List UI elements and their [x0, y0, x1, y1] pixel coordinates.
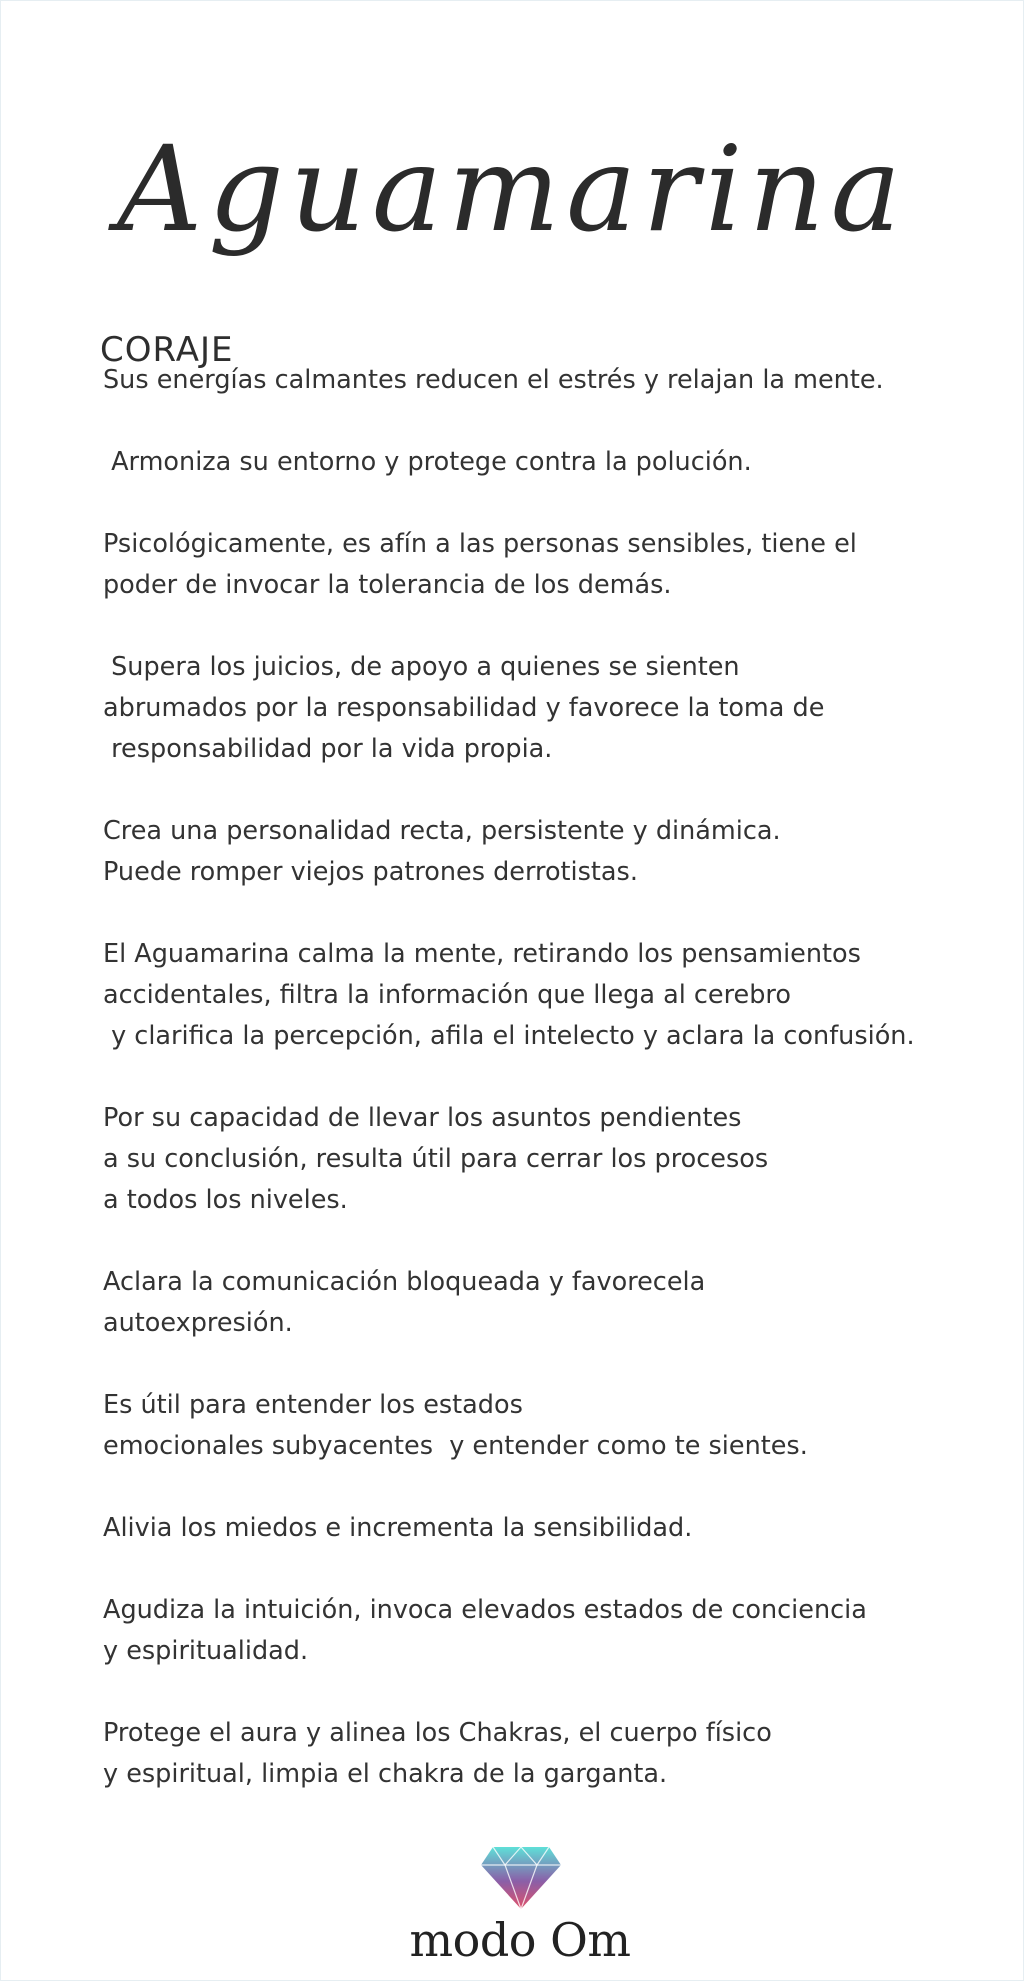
- paragraph: [103, 1098, 983, 1221]
- paragraph-line: poder de invocar la tolerancia de los demás.: [103, 570, 672, 600]
- paragraph: [103, 934, 983, 1057]
- paragraph-line: El Aguamarina calma la mente, retirando los pensamientos: [103, 939, 861, 969]
- logo-text: modo Om: [409, 1913, 631, 1967]
- paragraph-gap: [103, 1057, 983, 1098]
- paragraph-line: Sus energías calmantes reducen el estrés y relajan la mente.: [103, 365, 884, 395]
- paragraph: [103, 442, 983, 483]
- paragraph: [103, 1508, 983, 1549]
- paragraph-line: a todos los niveles.: [103, 1185, 348, 1215]
- paragraph-line: Por su capacidad de llevar los asuntos pendientes: [103, 1103, 742, 1133]
- subtitle: CORAJE: [100, 330, 234, 370]
- paragraph-line: autoexpresión.: [103, 1308, 293, 1338]
- paragraph: [103, 1590, 983, 1672]
- paragraph-line: y espiritualidad.: [103, 1636, 309, 1666]
- paragraph-gap: [103, 1467, 983, 1508]
- paragraph-gap: [103, 606, 983, 647]
- paragraph-line: Protege el aura y alinea los Chakras, el cuerpo físico: [103, 1718, 772, 1748]
- paragraph-gap: [103, 893, 983, 934]
- paragraph: [103, 1385, 983, 1467]
- paragraph-line: y espiritual, limpia el chakra de la garganta.: [103, 1759, 668, 1789]
- paragraph: [103, 1713, 983, 1795]
- paragraph-gap: [103, 1221, 983, 1262]
- paragraph-line: Es útil para entender los estados: [103, 1390, 523, 1420]
- paragraph-gap: [103, 1344, 983, 1385]
- body-text: [103, 360, 983, 1795]
- paragraph-line: Supera los juicios, de apoyo a quienes se sienten: [103, 652, 740, 682]
- paragraph-gap: [103, 1549, 983, 1590]
- paragraph: [103, 811, 983, 893]
- paragraph-line: Puede romper viejos patrones derrotistas.: [103, 857, 638, 887]
- paragraph: [103, 1262, 983, 1344]
- diamond-icon: [481, 1845, 561, 1909]
- paragraph-line: a su conclusión, resulta útil para cerrar los procesos: [103, 1144, 769, 1174]
- logo: [400, 1845, 640, 1965]
- paragraph-line: Crea una personalidad recta, persistente y dinámica.: [103, 816, 781, 846]
- paragraph-line: Aclara la comunicación bloqueada y favorecela: [103, 1267, 706, 1297]
- paragraph-line: abrumados por la responsabilidad y favorece la toma de: [103, 693, 825, 723]
- page-title: [0, 80, 1024, 310]
- paragraph-line: accidentales, filtra la información que llega al cerebro: [103, 980, 791, 1010]
- title-script-text: Aguamarina: [117, 120, 907, 258]
- paragraph-gap: [103, 401, 983, 442]
- paragraph-gap: [103, 483, 983, 524]
- paragraph-gap: [103, 770, 983, 811]
- paragraph-line: Alivia los miedos e incrementa la sensibilidad.: [103, 1513, 693, 1543]
- paragraph-line: Armoniza su entorno y protege contra la polución.: [103, 447, 752, 477]
- paragraph: [103, 524, 983, 606]
- paragraph: [103, 360, 983, 401]
- paragraph-gap: [103, 1672, 983, 1713]
- paragraph-line: y clarifica la percepción, afila el intelecto y aclara la confusión.: [103, 1021, 915, 1051]
- paragraph-line: responsabilidad por la vida propia.: [103, 734, 553, 764]
- paragraph-line: emocionales subyacentes y entender como te sientes.: [103, 1431, 808, 1461]
- paragraph-line: Psicológicamente, es afín a las personas sensibles, tiene el: [103, 529, 857, 559]
- paragraph-line: Agudiza la intuición, invoca elevados estados de conciencia: [103, 1595, 867, 1625]
- paragraph: [103, 647, 983, 770]
